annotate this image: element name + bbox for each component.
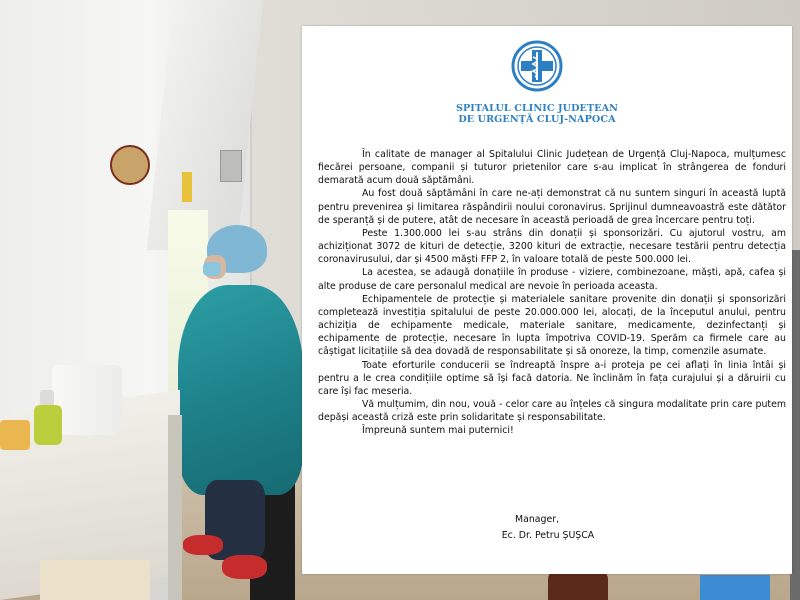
letter-paragraph: Peste 1.300.000 lei s-au strâns din donații și sponsorizări. Cu ajutorul vostru, am achiziționat 3072 de kituri de detecție, 3200 kituri de extracție, necesare testării pentru detecția coronavirusului, dar și 4500 măști FFP 2, în valoare totală de peste 500.000 lei. [318,227,786,266]
cardboard-box [40,560,150,600]
cabinet-control-panel [220,150,242,182]
face-mask [203,262,221,276]
letter-paragraph: În calitate de manager al Spitalului Clinic Județean de Urgență Cluj-Napoca, mulțumesc fiecărei persoane, companii și tuturor prietenilor care s-au implicat în strângerea de fonduri demarată acum două săptămâni. [318,149,786,187]
spray-bottle [34,405,62,445]
letter-body [318,148,786,437]
letter-paragraph: Au fost două săptămâni în care ne-ați demonstrat că nu suntem singuri în această luptă pentru prevenirea și limitarea răspândirii noului coronavirus. Sprijinul dumneavoastră este dătător de speranță și de putere, atât de necesare în această perioadă de grea încercare pentru toți. [318,188,786,226]
letter-paragraph: Vă mulțumim, din nou, vouă - celor care au înțeles că singura modalitate prin care putem depăși această criză este prin solidaritate și responsabilitate. [318,398,786,424]
hospital-name-line: SPITALUL CLINIC JUDEȚEAN [455,103,619,114]
signature-name: Ec. Dr. Petru ȘUȘCA [501,530,595,541]
spray-bottle-head [40,390,54,406]
supply-container [0,420,30,450]
red-shoe [183,535,223,555]
signature-role: Manager, [515,514,560,525]
bench-leg [168,415,182,600]
letter-paragraph: Echipamentele de protecție și materialele sanitare provenite din donații și sponsorizări completează investiția spitalului de peste 20.000.000 lei, alocați, de la începutul anului, pentru achiziția de echipamente medicale, materiale sanitare, medicamente, dezinfectanți și echipamente de protecție, necesare în lupta împotriva COVID-19. Sperăm ca firmele care au câștigat licitațiile să dea dovadă de responsabilitate și să onoreze, la timp, comenzile asumate. [318,293,786,358]
red-shoe [222,555,267,579]
letter-paragraph: La acestea, se adaugă donațiile în produse - viziere, combinezoane, măști, apă, cafea și alte produse de care personalul medical are nevoie în perioada aceasta. [318,267,786,292]
warning-label [182,172,192,202]
letter-paragraph: Toate eforturile conducerii se îndreaptă înspre a-i proteja pe cei aflați în linia întâi și pentru a le crea condițiile optime să își facă datoria. Ne înclinăm în fața curajului și a dăruirii cu care își fac meseria. [318,359,786,397]
hospital-name-line: DE URGENȚĂ CLUJ-NAPOCA [458,114,616,125]
letter-paragraph: Împreună suntem mai puternici! [362,425,514,437]
heart-sticker [110,145,150,185]
blue-device [700,575,770,600]
medical-worker-gown [178,285,303,495]
hospital-name [440,103,634,125]
paper-towel-roll [52,365,122,435]
hospital-logo-icon [511,40,563,92]
